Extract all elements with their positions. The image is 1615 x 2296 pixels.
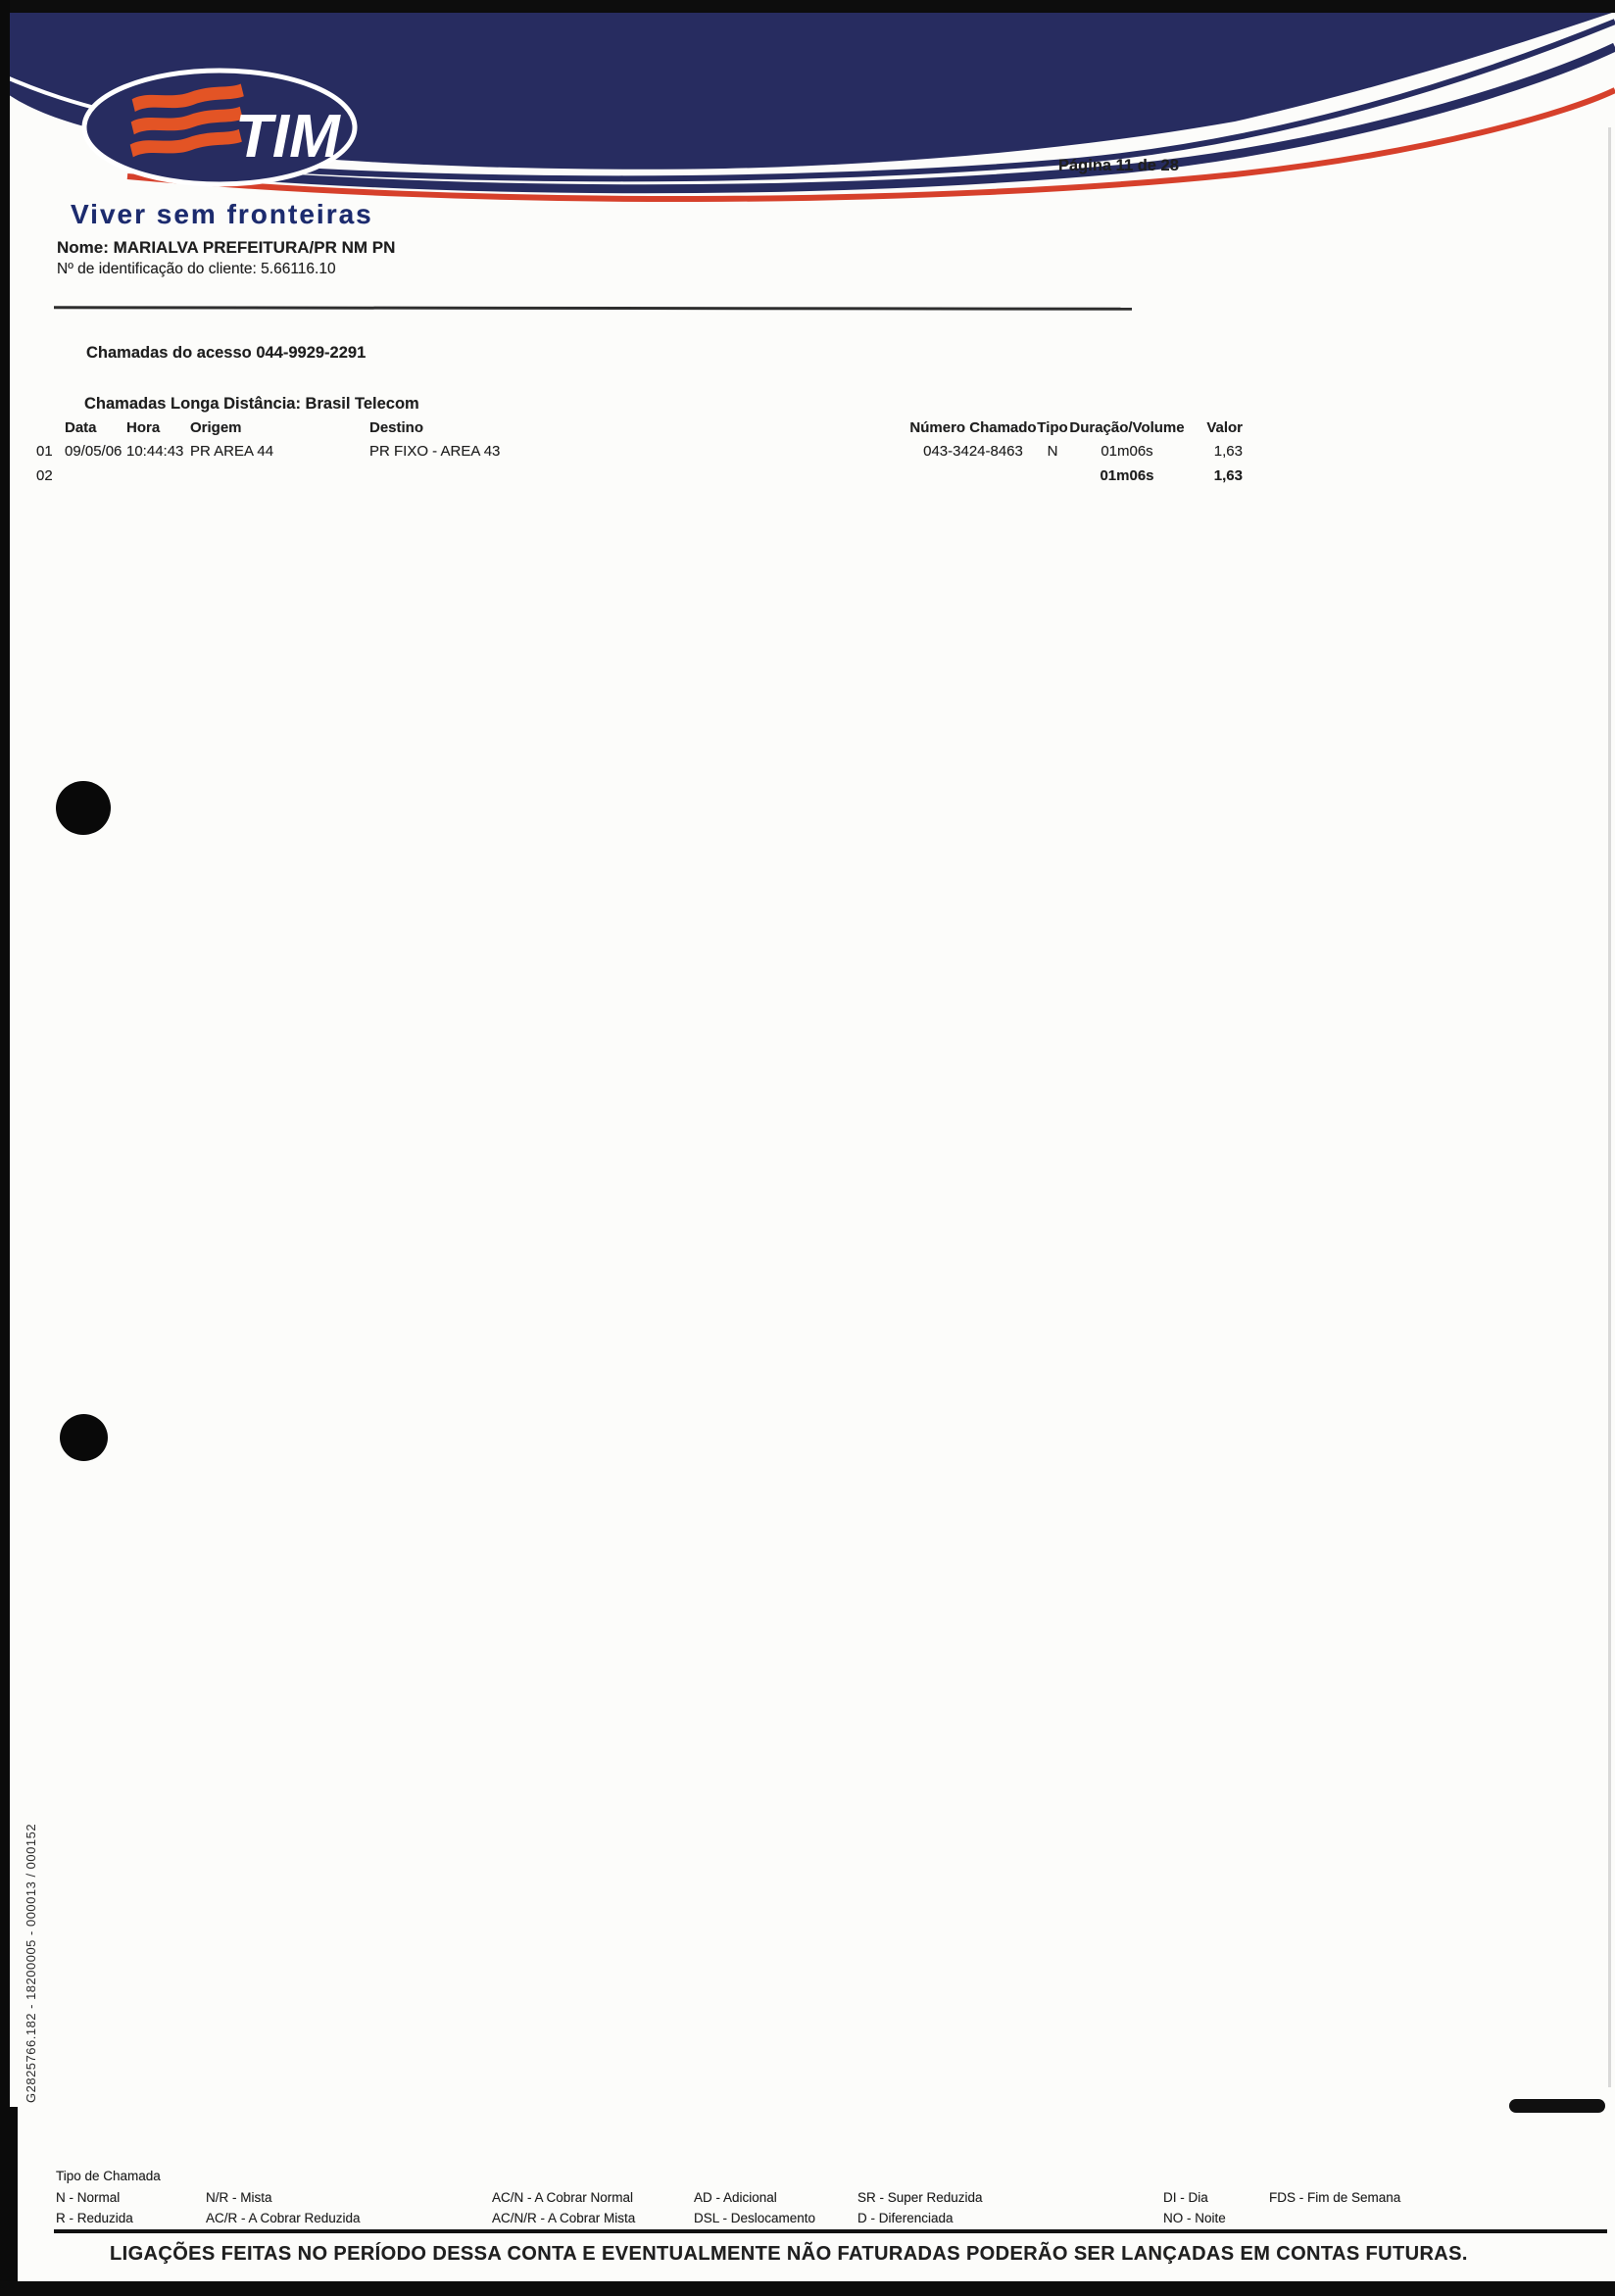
scan-edge-left	[0, 0, 10, 2296]
legend-item: FDS - Fim de Semana	[1269, 2190, 1401, 2205]
scan-ink-blob	[56, 781, 111, 835]
tim-logo	[84, 71, 355, 184]
col-header-origem: Origem	[190, 419, 242, 436]
table-row	[0, 443, 1615, 463]
brand-slogan: Viver sem fronteiras	[71, 199, 373, 229]
legend-item: AC/N - A Cobrar Normal	[492, 2190, 634, 2205]
table-total-row	[0, 467, 1615, 487]
cell-valor-total: 1,63	[1213, 467, 1243, 484]
legend-item: N/R - Mista	[206, 2190, 272, 2205]
call-table-title: Chamadas Longa Distância: Brasil Telecom	[84, 395, 419, 413]
scan-edge-left-bottom	[0, 2107, 18, 2296]
cell-duracao-total: 01m06s	[1100, 467, 1154, 484]
scan-edge-bottom	[0, 2281, 1615, 2296]
access-section-title: Chamadas do acesso 044-9929-2291	[86, 344, 367, 362]
cell-duracao: 01m06s	[1101, 443, 1153, 460]
scan-ink-blob	[60, 1414, 108, 1461]
page-number-label: Página 11 de 28	[1058, 157, 1179, 174]
legend-item: NO - Noite	[1163, 2211, 1226, 2225]
legend-item: DI - Dia	[1163, 2190, 1208, 2205]
row-number: 01	[36, 443, 53, 460]
legend-item: R - Reduzida	[56, 2211, 133, 2225]
cell-numero-chamado: 043-3424-8463	[923, 443, 1023, 460]
customer-name-line: Nome: MARIALVA PREFEITURA/PR NM PN	[57, 238, 396, 257]
customer-id-line: Nº de identificação do cliente: 5.66116.10	[57, 261, 336, 277]
cell-data: 09/05/06	[65, 443, 122, 460]
col-header-tipo: Tipo	[1037, 419, 1068, 436]
footer-divider-line	[54, 2229, 1607, 2233]
call-table-header-row	[0, 419, 1615, 439]
header-divider-line	[54, 306, 1132, 310]
cell-tipo: N	[1047, 443, 1058, 460]
legend-item: DSL - Deslocamento	[694, 2211, 816, 2225]
legend-item: AD - Adicional	[694, 2190, 777, 2205]
col-header-data: Data	[65, 419, 97, 436]
row-number: 02	[36, 467, 53, 484]
legend-item: N - Normal	[56, 2190, 121, 2205]
tim-logo-text: TIM	[235, 103, 340, 171]
legend-item: D - Diferenciada	[857, 2211, 954, 2225]
col-header-destino: Destino	[369, 419, 424, 436]
col-header-duracao-volume: Duração/Volume	[1069, 419, 1185, 436]
legend-item: AC/R - A Cobrar Reduzida	[206, 2211, 361, 2225]
col-header-numero-chamado: Número Chamado	[909, 419, 1037, 436]
legend-title: Tipo de Chamada	[56, 2169, 161, 2183]
legend-item: AC/N/R - A Cobrar Mista	[492, 2211, 636, 2225]
cell-origem: PR AREA 44	[190, 443, 274, 460]
cell-destino: PR FIXO - AREA 43	[369, 443, 501, 460]
cell-valor: 1,63	[1213, 443, 1243, 460]
col-header-valor: Valor	[1206, 419, 1243, 436]
footer-disclaimer: LIGAÇÕES FEITAS NO PERÍODO DESSA CONTA E EVENTUALMENTE NÃO FATURADAS PODERÃO SER LANÇADAS EM CONTAS FUTURAS.	[110, 2243, 1468, 2265]
right-edge-black-mark	[1509, 2099, 1605, 2113]
col-header-hora: Hora	[126, 419, 161, 436]
cell-hora: 10:44:43	[126, 443, 184, 460]
legend-item: SR - Super Reduzida	[857, 2190, 983, 2205]
vertical-document-code: G2825766.182 - 18200005 - 000013 / 000152	[24, 1823, 38, 2103]
scan-edge-top	[0, 0, 1615, 13]
